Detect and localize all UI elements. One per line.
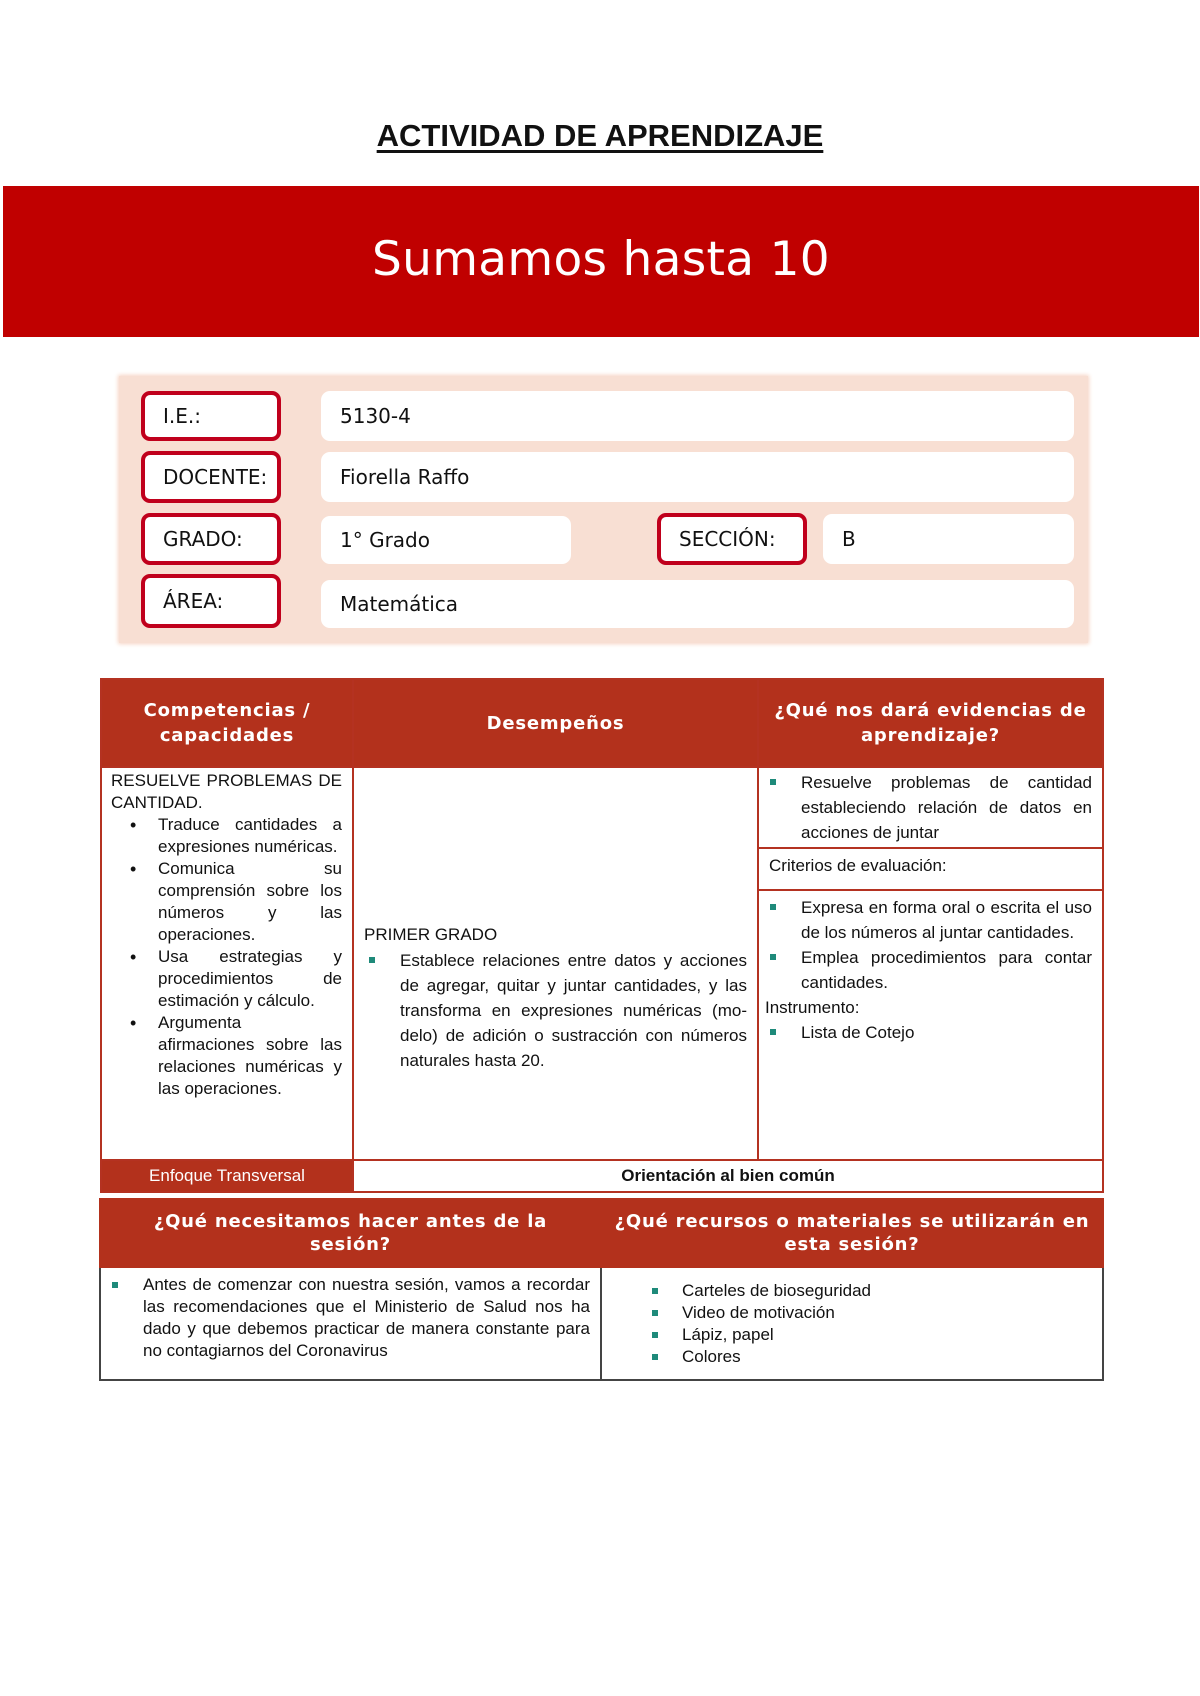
list-item: Resuelve problemas de cantidad estableciendo relación de datos en acciones de juntar	[763, 770, 1092, 845]
document-title-text: ACTIVIDAD DE APRENDIZAJE	[376, 118, 824, 153]
criterios-list	[763, 895, 1092, 995]
desempenos-cell	[353, 767, 758, 1160]
desempeno-grade: PRIMER GRADO	[364, 925, 498, 944]
competencias-table	[100, 678, 1104, 1193]
enfoque-label: Enfoque Transversal	[101, 1160, 353, 1192]
header-recursos: ¿Qué recursos o materiales se utilizarán en esta sesión?	[601, 1199, 1103, 1267]
area-label: ÁREA:	[141, 574, 281, 628]
list-item: Lista de Cotejo	[763, 1020, 1092, 1045]
list-item: Expresa en forma oral o escrita el uso de los números al juntar cantidades.	[763, 895, 1092, 945]
document-title	[0, 118, 1200, 154]
list-item: • Comunica su comprensión sobre los números y las operaciones.	[111, 858, 342, 946]
list-item: • Usa estrategias y procedimientos de estimación y cálculo.	[111, 946, 342, 1012]
capacidades-list	[111, 814, 342, 1100]
list-item: Establece relaciones entre datos y acciones de agregar, quitar y juntar cantidades, y las transforma en expresiones numéricas (mo-delo) de adición o sustracción con números naturales hasta 20.	[362, 948, 747, 1073]
criterios-label: Criterios de evaluación:	[758, 848, 1103, 890]
ie-value: 5130-4	[321, 391, 1074, 441]
recursos-cell	[601, 1267, 1103, 1380]
antes-list	[105, 1274, 590, 1362]
instrumento-list	[763, 1020, 1092, 1045]
docente-value: Fiorella Raffo	[321, 452, 1074, 502]
ie-label: I.E.:	[141, 391, 281, 441]
session-title: Sumamos hasta 10	[371, 232, 831, 287]
list-item: Video de motivación	[642, 1302, 1092, 1324]
list-item: • Traduce cantidades a expresiones numéricas.	[111, 814, 342, 858]
list-item: Emplea procedimientos para contar cantidades.	[763, 945, 1092, 995]
grado-label: GRADO:	[141, 513, 281, 565]
list-item: Colores	[642, 1346, 1092, 1368]
list-item: Antes de comenzar con nuestra sesión, vamos a recordar las recomendaciones que el Ministerio de Salud nos ha dado y que debemos practicar de manera constante para no contagiarnos del Coronavirus	[105, 1274, 590, 1362]
header-evidencias: ¿Qué nos dará evidencias de aprendizaje?	[758, 679, 1103, 767]
header-antes: ¿Qué necesitamos hacer antes de la sesión?	[100, 1199, 601, 1267]
info-panel	[119, 376, 1088, 643]
list-item: Carteles de bioseguridad	[642, 1280, 1092, 1302]
capacidades-cell	[101, 767, 353, 1160]
competencia-title: RESUELVE PROBLEMAS DE CANTIDAD.	[111, 771, 342, 812]
list-item: • Argumenta afirmaciones sobre las relaciones numéricas y las operaciones.	[111, 1012, 342, 1100]
title-banner	[3, 186, 1199, 337]
evidencias-cell	[758, 767, 1103, 848]
desempenos-list	[362, 948, 747, 1073]
criterios-cell	[758, 890, 1103, 1160]
list-item: Lápiz, papel	[642, 1324, 1092, 1346]
docente-label: DOCENTE:	[141, 451, 281, 503]
seccion-label: SECCIÓN:	[657, 513, 807, 565]
evidencias-list	[763, 770, 1092, 845]
instrumento-label: Instrumento:	[765, 998, 860, 1017]
header-competencias: Competencias / capacidades	[101, 679, 353, 767]
seccion-value: B	[823, 514, 1074, 564]
area-value: Matemática	[321, 580, 1074, 628]
antes-cell	[100, 1267, 601, 1380]
recursos-list	[642, 1280, 1092, 1368]
grado-value: 1° Grado	[321, 516, 571, 564]
enfoque-value: Orientación al bien común	[353, 1160, 1103, 1192]
recursos-table	[99, 1198, 1104, 1381]
header-desempenos: Desempeños	[353, 679, 758, 767]
